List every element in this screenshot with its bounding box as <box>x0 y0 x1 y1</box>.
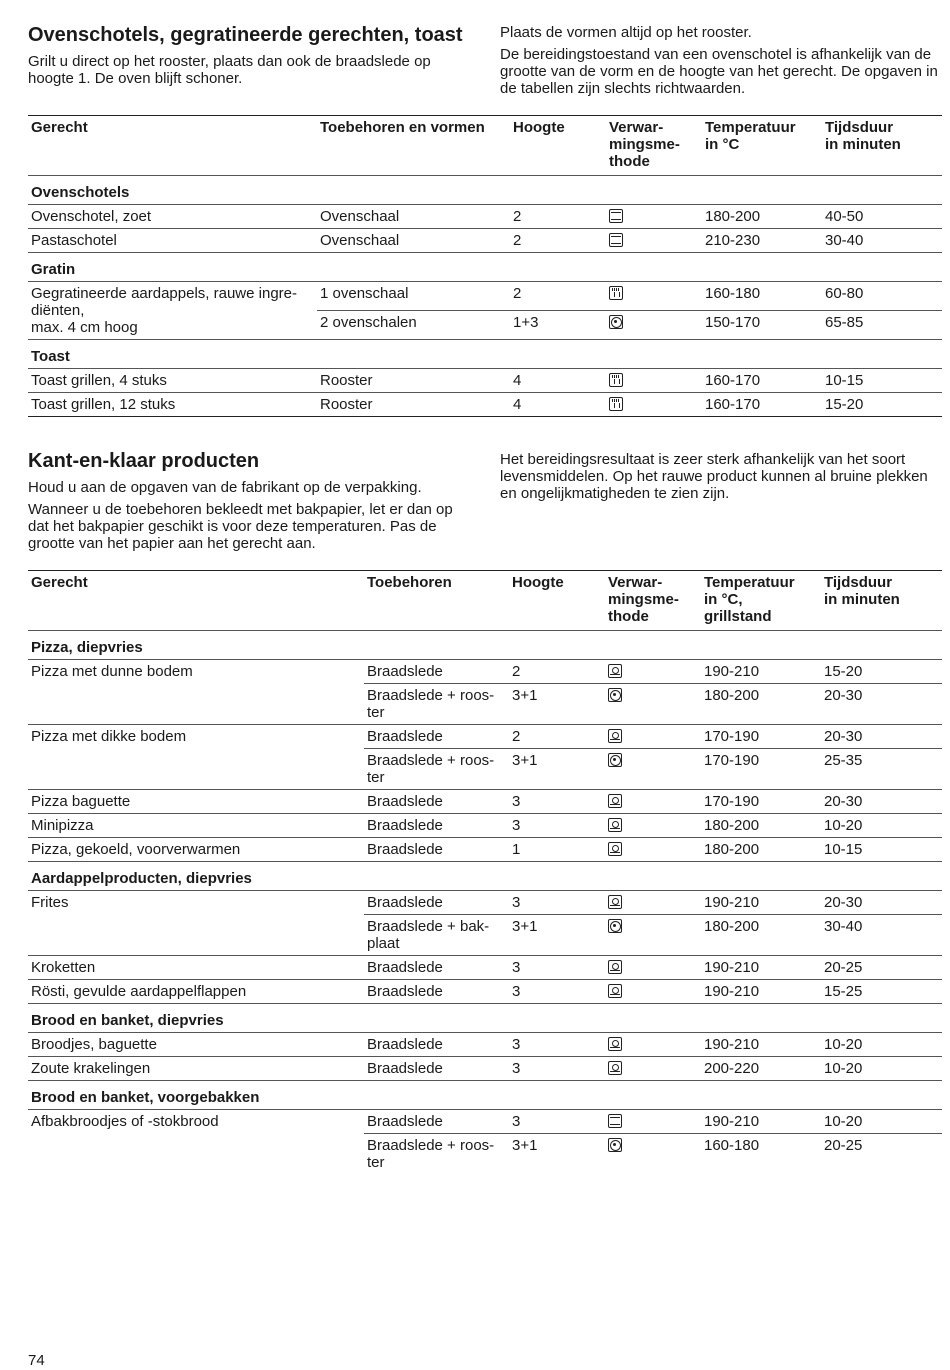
cell-accessory: Braadslede <box>364 725 509 749</box>
cell-level: 4 <box>510 369 606 393</box>
cell-temperature: 190-210 <box>701 1033 821 1057</box>
cell-duration: 10-15 <box>822 369 942 393</box>
cell-dish: Kroketten <box>28 956 364 980</box>
table-row <box>28 790 942 814</box>
cell-level: 2 <box>510 229 606 253</box>
cell-level: 3+1 <box>512 1137 538 1154</box>
section2-right-para: Het bereidingsresultaat is zeer sterk afhankelijk van het soort levensmiddelen. Op het rauwe product kunnen al bruine plekken en ongelijkmatigheden te zien zijn. <box>500 451 928 502</box>
cell-accessory: Braadslede + roos- ter <box>364 749 509 790</box>
header-temperature: Temperatuur in °C, grillstand <box>704 574 795 625</box>
cell-dish: Toast grillen, 12 stuks <box>28 393 317 417</box>
section1-title: Ovenschotels, gegratineerde gerechten, toast <box>28 24 463 46</box>
top-bottom-heat-icon <box>609 233 623 247</box>
section-header-row <box>28 631 942 660</box>
cell-level: 3+1 <box>509 684 605 725</box>
cell-duration: 40-50 <box>822 205 942 229</box>
top-bottom-heat-icon <box>608 1114 622 1128</box>
cell-accessory: Braadslede <box>364 956 509 980</box>
cell-duration: 65-85 <box>822 311 942 340</box>
section1-right <box>500 24 940 102</box>
section-name: Ovenschotels <box>31 184 130 201</box>
table-row <box>28 980 942 1004</box>
cell-accessory: Braadslede <box>364 790 509 814</box>
cell-heating <box>606 311 702 340</box>
cell-temperature: 180-200 <box>701 838 821 862</box>
cell-dish: Ovenschotel, zoet <box>28 205 317 229</box>
cell-accessory: Braadslede + roos- ter <box>367 1137 495 1171</box>
cell-duration: 20-30 <box>821 725 942 749</box>
cell-heating <box>605 725 701 749</box>
section-header-row <box>28 176 942 205</box>
section2-right <box>500 451 940 507</box>
cell-heating <box>605 915 701 956</box>
cell-duration: 20-25 <box>821 956 942 980</box>
cell-duration: 30-40 <box>821 915 942 956</box>
cell-temperature: 210-230 <box>702 229 822 253</box>
cell-level: 1 <box>509 838 605 862</box>
cell-level: 3 <box>509 814 605 838</box>
section-name: Brood en banket, voorgebakken <box>31 1089 260 1106</box>
header-duration: Tijdsduur in minuten <box>825 119 901 153</box>
table-row <box>28 660 942 684</box>
table-row <box>28 1033 942 1057</box>
section-header-row <box>28 862 942 891</box>
cell-level: 2 <box>510 282 606 311</box>
section1-left-para: Grilt u direct op het rooster, plaats dan ook de braadslede op hoogte 1. De oven blijft schoner. <box>28 53 431 87</box>
cell-accessory: Rooster <box>317 369 510 393</box>
cell-level: 3 <box>509 1110 605 1134</box>
cell-temperature: 180-200 <box>701 814 821 838</box>
table-row <box>28 393 942 417</box>
pizza-setting-icon <box>608 794 622 808</box>
hot-air-icon <box>608 753 622 767</box>
table-row <box>28 282 942 311</box>
cell-temperature: 170-190 <box>701 749 821 790</box>
cell-dish: Frites <box>28 891 364 956</box>
cell-accessory: Braadslede <box>364 814 509 838</box>
cell-accessory: Rooster <box>317 393 510 417</box>
cell-duration: 10-20 <box>821 814 942 838</box>
cell-duration: 20-30 <box>821 891 942 915</box>
cell-duration: 10-20 <box>821 1057 942 1081</box>
cell-accessory: Braadslede + roos- ter <box>364 684 509 725</box>
table-row <box>28 891 942 915</box>
cell-heating <box>605 1134 701 1175</box>
header-accessory: Toebehoren en vormen <box>320 119 485 136</box>
section2-left-para1: Houd u aan de opgaven van de fabrikant op de verpakking. <box>28 479 422 496</box>
section1-right-para1: Plaats de vormen altijd op het rooster. <box>500 24 752 41</box>
header-dish: Gerecht <box>31 574 88 591</box>
cell-dish: Afbakbroodjes of -stokbrood <box>31 1113 219 1130</box>
cell-duration: 10-20 <box>821 1033 942 1057</box>
cell-dish: Pizza met dikke bodem <box>28 725 364 790</box>
cell-heating <box>605 838 701 862</box>
header-level: Hoogte <box>513 119 565 136</box>
table-row <box>28 956 942 980</box>
hot-air-icon <box>608 1138 622 1152</box>
cell-heating <box>606 282 702 311</box>
cell-duration: 25-35 <box>821 749 942 790</box>
cell-accessory: Braadslede + bak- plaat <box>364 915 509 956</box>
cell-temperature: 180-200 <box>702 205 822 229</box>
header-heating: Verwar- mingsme- thode <box>609 119 680 170</box>
table-kant-en-klaar <box>28 570 942 1174</box>
pizza-setting-icon <box>608 842 622 856</box>
cell-temperature: 180-200 <box>701 915 821 956</box>
cell-dish: Rösti, gevulde aardappelflappen <box>28 980 364 1004</box>
cell-accessory: Braadslede <box>364 1033 509 1057</box>
table-row <box>28 814 942 838</box>
cell-accessory: Braadslede <box>364 1057 509 1081</box>
cell-heating <box>605 684 701 725</box>
header-accessory: Toebehoren <box>367 574 452 591</box>
hot-air-icon <box>608 688 622 702</box>
cell-heating <box>605 790 701 814</box>
section-name: Aardappelproducten, diepvries <box>31 870 252 887</box>
cell-temperature: 160-170 <box>702 369 822 393</box>
section2-left <box>28 450 468 557</box>
pizza-setting-icon <box>608 664 622 678</box>
pizza-setting-icon <box>608 1061 622 1075</box>
cell-heating <box>606 393 702 417</box>
table-row <box>28 205 942 229</box>
cell-level: 2 <box>509 660 605 684</box>
cell-accessory: Ovenschaal <box>317 229 510 253</box>
cell-accessory: Braadslede <box>364 891 509 915</box>
cell-dish: Toast grillen, 4 stuks <box>28 369 317 393</box>
cell-dish: Gegratineerde aardappels, rauwe ingre- diënten, max. 4 cm hoog <box>28 282 317 340</box>
table-row <box>28 1110 942 1134</box>
header-heating: Verwar- mingsme- thode <box>608 574 679 625</box>
cell-dish: Zoute krakelingen <box>28 1057 364 1081</box>
cell-heating <box>605 660 701 684</box>
pizza-setting-icon <box>608 895 622 909</box>
table-ovenschotels <box>28 115 942 417</box>
cell-dish: Minipizza <box>28 814 364 838</box>
section-name: Pizza, diepvries <box>31 639 143 656</box>
cell-temperature: 200-220 <box>701 1057 821 1081</box>
cell-temperature: 150-170 <box>702 311 822 340</box>
cell-dish: Pizza met dunne bodem <box>28 660 364 725</box>
cell-temperature: 190-210 <box>701 891 821 915</box>
section-header-row <box>28 253 942 282</box>
cell-duration: 10-20 <box>821 1110 942 1134</box>
fan-grill-icon <box>609 286 623 300</box>
cell-heating <box>605 1110 701 1134</box>
section1-right-para2: De bereidingstoestand van een ovenschotel is afhankelijk van de grootte van de vorm en de hoogte van het gerecht. De opgaven in de tabellen zijn slechts richtwaarden. <box>500 46 938 97</box>
cell-accessory: 2 ovenschalen <box>317 311 510 340</box>
cell-accessory: 1 ovenschaal <box>317 282 510 311</box>
cell-temperature: 190-210 <box>701 1110 821 1134</box>
pizza-setting-icon <box>608 960 622 974</box>
section-header-row <box>28 340 942 369</box>
section1-left <box>28 24 468 92</box>
header-dish: Gerecht <box>31 119 88 136</box>
header-temperature: Temperatuur in °C <box>705 119 796 153</box>
section-name: Brood en banket, diepvries <box>31 1012 224 1029</box>
cell-heating <box>606 369 702 393</box>
cell-temperature: 170-190 <box>701 790 821 814</box>
page-number: 74 <box>28 1352 45 1369</box>
table-row <box>28 229 942 253</box>
fan-grill-icon <box>609 373 623 387</box>
cell-heating <box>605 980 701 1004</box>
cell-accessory: Braadslede <box>364 838 509 862</box>
cell-heating <box>605 814 701 838</box>
cell-heating <box>605 956 701 980</box>
cell-duration: 20-30 <box>821 684 942 725</box>
cell-temperature: 160-180 <box>704 1137 760 1154</box>
cell-heating <box>605 1057 701 1081</box>
cell-heating <box>606 229 702 253</box>
cell-temperature: 190-210 <box>701 660 821 684</box>
cell-temperature: 170-190 <box>701 725 821 749</box>
cell-dish: Pastaschotel <box>28 229 317 253</box>
cell-level: 3 <box>509 790 605 814</box>
pizza-setting-icon <box>608 729 622 743</box>
section2-left-para2: Wanneer u de toebehoren bekleedt met bakpapier, let er dan op dat het bakpapier geschikt is voor deze temperaturen. Pas de grootte van het papier aan het gerecht aan. <box>28 501 453 552</box>
table-row <box>28 369 942 393</box>
cell-dish: Pizza baguette <box>28 790 364 814</box>
cell-level: 3 <box>509 980 605 1004</box>
cell-level: 3 <box>509 1033 605 1057</box>
top-bottom-heat-icon <box>609 209 623 223</box>
cell-duration: 15-25 <box>821 980 942 1004</box>
cell-temperature: 180-200 <box>701 684 821 725</box>
pizza-setting-icon <box>608 984 622 998</box>
fan-grill-icon <box>609 397 623 411</box>
header-level: Hoogte <box>512 574 564 591</box>
cell-duration: 15-20 <box>821 660 942 684</box>
hot-air-icon <box>609 315 623 329</box>
cell-temperature: 190-210 <box>701 956 821 980</box>
cell-accessory: Braadslede <box>364 980 509 1004</box>
table-row <box>28 725 942 749</box>
section-name: Gratin <box>31 261 76 278</box>
pizza-setting-icon <box>608 818 622 832</box>
cell-duration: 15-20 <box>822 393 942 417</box>
section-header-row <box>28 1081 942 1110</box>
cell-heating <box>605 1033 701 1057</box>
cell-duration: 10-15 <box>821 838 942 862</box>
cell-accessory: Braadslede <box>364 1110 509 1134</box>
cell-level: 3 <box>509 891 605 915</box>
cell-duration: 60-80 <box>822 282 942 311</box>
cell-level: 2 <box>510 205 606 229</box>
pizza-setting-icon <box>608 1037 622 1051</box>
cell-level: 2 <box>509 725 605 749</box>
cell-temperature: 160-170 <box>702 393 822 417</box>
cell-temperature: 190-210 <box>701 980 821 1004</box>
cell-temperature: 160-180 <box>702 282 822 311</box>
table-row <box>28 1057 942 1081</box>
cell-dish: Pizza, gekoeld, voorverwarmen <box>28 838 364 862</box>
cell-level: 4 <box>510 393 606 417</box>
cell-duration: 30-40 <box>822 229 942 253</box>
cell-duration: 20-30 <box>821 790 942 814</box>
cell-heating <box>605 891 701 915</box>
cell-dish: Broodjes, baguette <box>28 1033 364 1057</box>
hot-air-icon <box>608 919 622 933</box>
section2-title: Kant-en-klaar producten <box>28 450 260 472</box>
cell-heating <box>606 205 702 229</box>
cell-level: 3+1 <box>509 749 605 790</box>
cell-level: 3 <box>509 956 605 980</box>
table-row <box>28 838 942 862</box>
header-duration: Tijdsduur in minuten <box>824 574 900 608</box>
cell-level: 3+1 <box>509 915 605 956</box>
cell-level: 3 <box>509 1057 605 1081</box>
section-header-row <box>28 1004 942 1033</box>
cell-accessory: Braadslede <box>364 660 509 684</box>
cell-level: 1+3 <box>510 311 606 340</box>
section-name: Toast <box>31 348 70 365</box>
cell-heating <box>605 749 701 790</box>
cell-accessory: Ovenschaal <box>317 205 510 229</box>
cell-duration: 20-25 <box>824 1137 863 1154</box>
